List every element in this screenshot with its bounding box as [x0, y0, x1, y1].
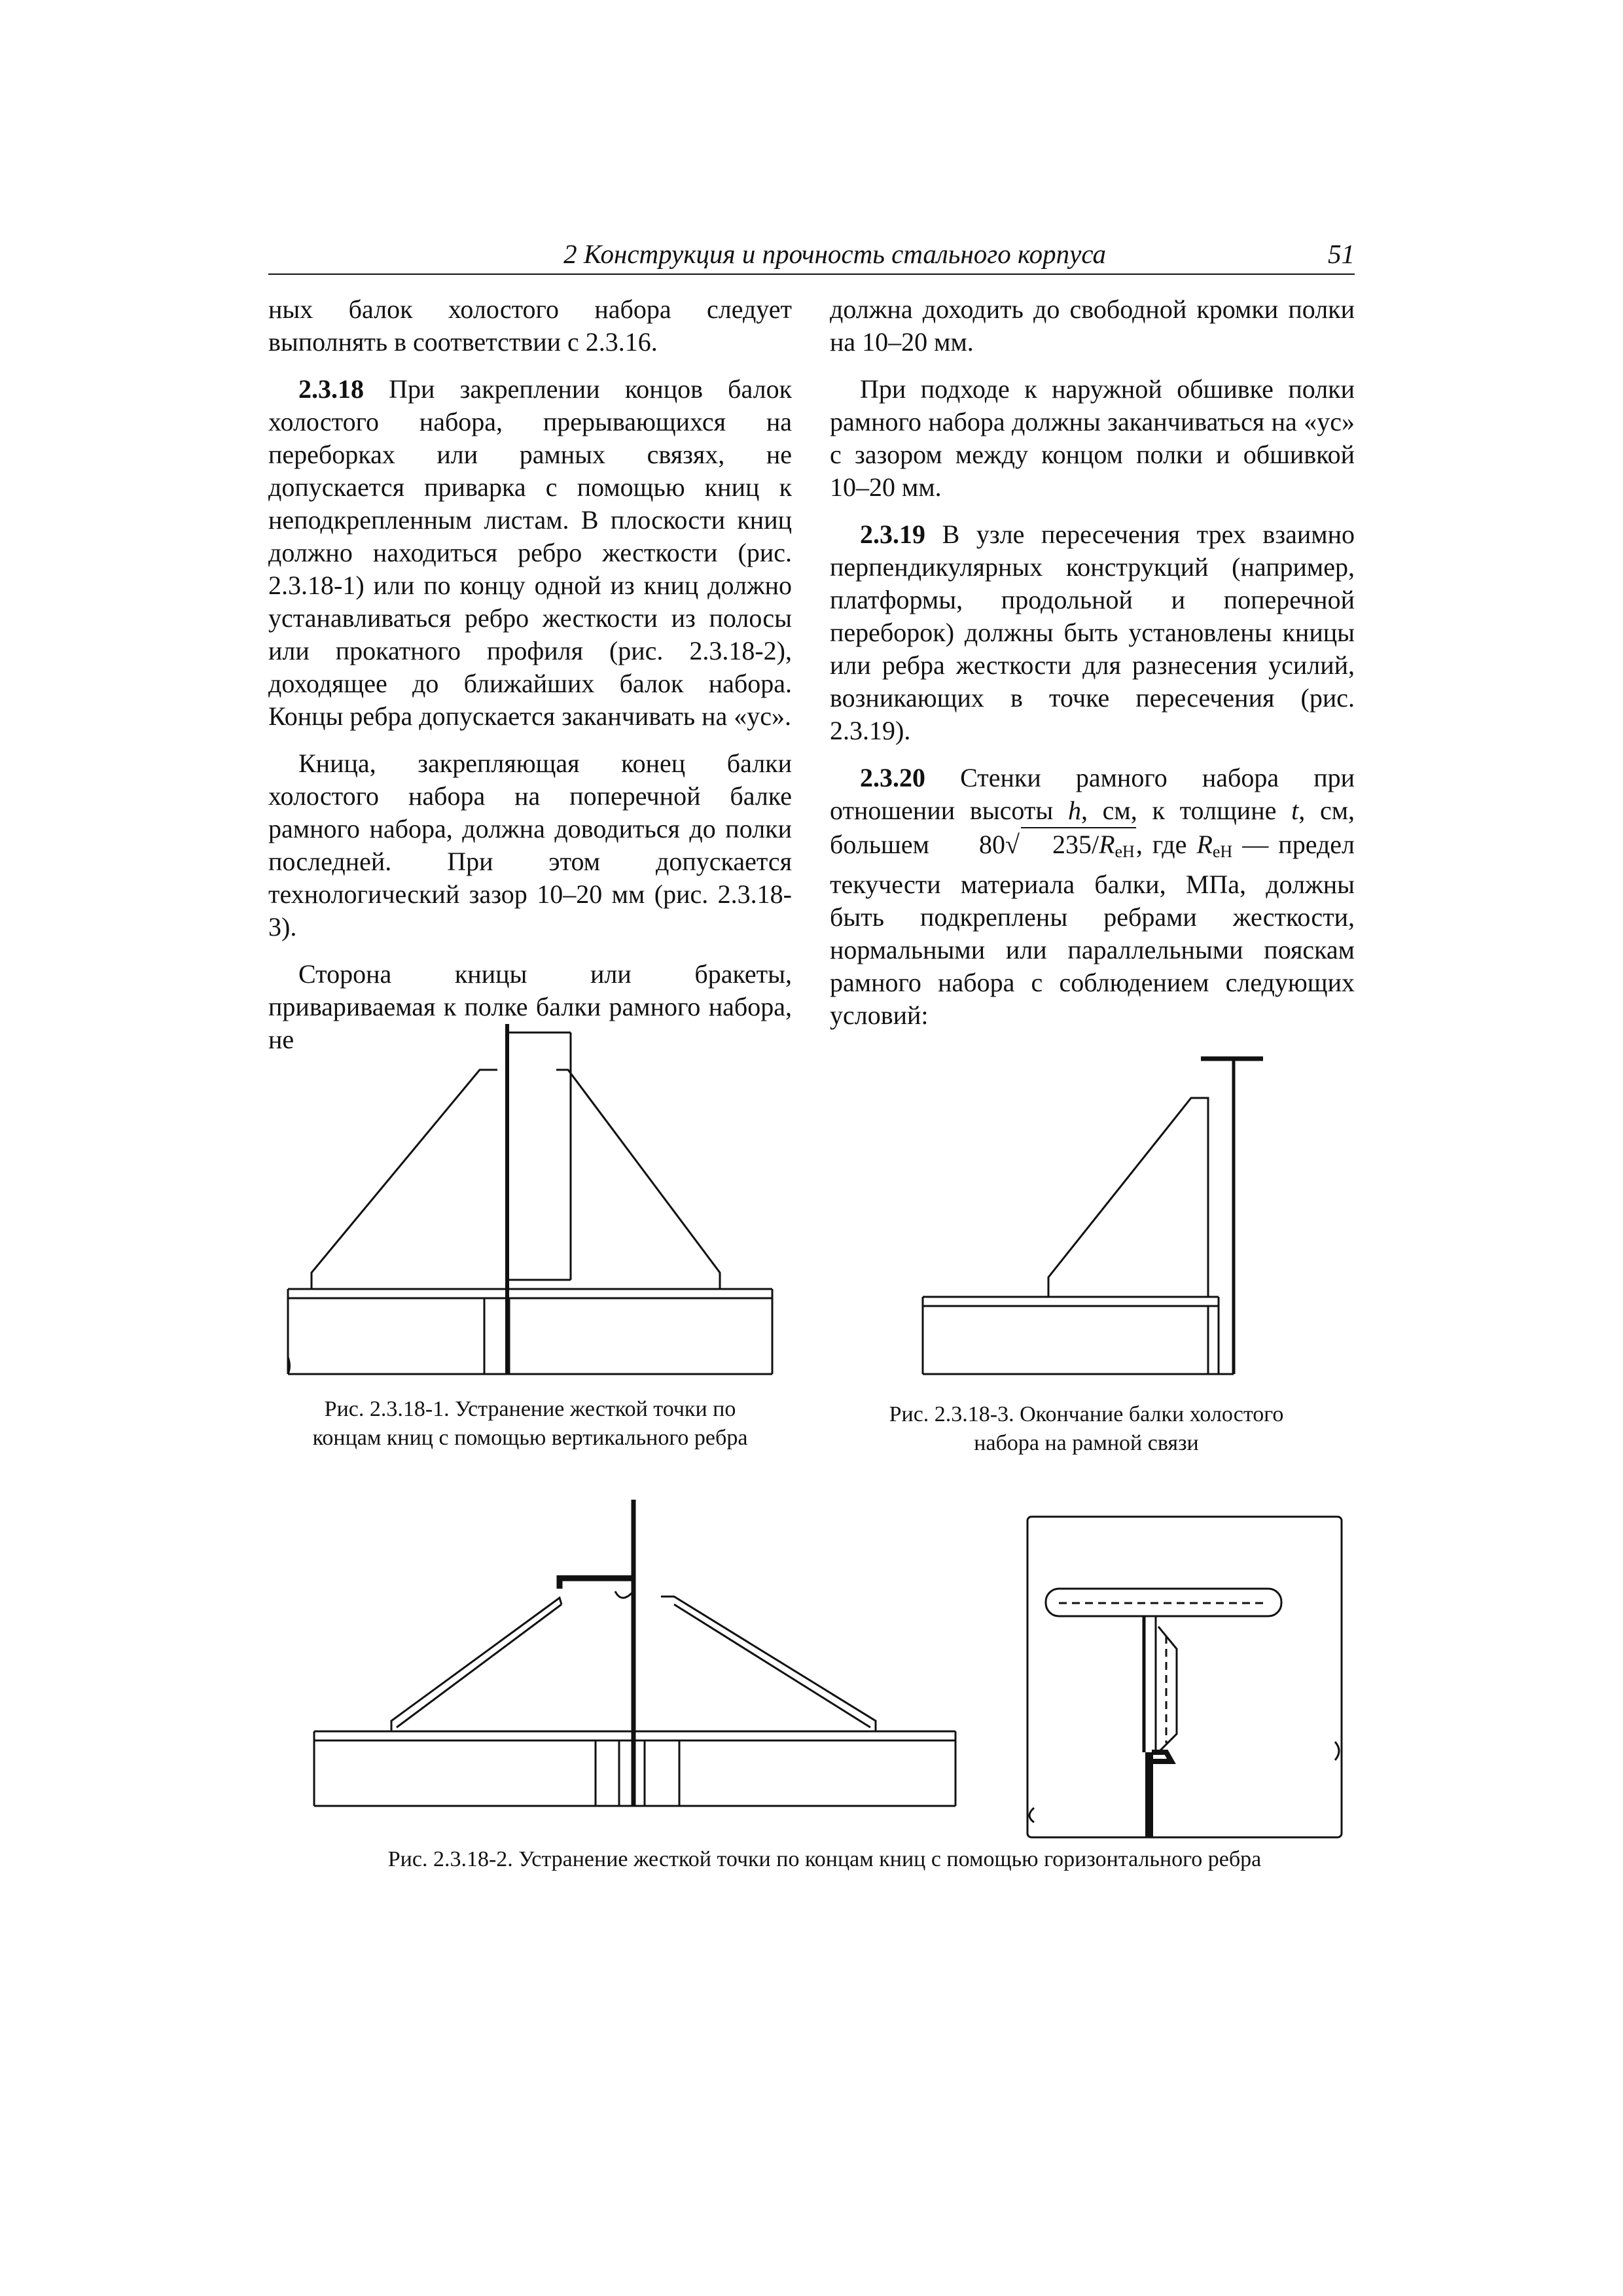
symbol-h: h — [1067, 796, 1081, 825]
clause-text: , см, большем — [830, 796, 1355, 859]
figure-2-3-18-3 — [889, 1047, 1284, 1455]
clause-text: , где — [1135, 830, 1187, 859]
left-column — [268, 293, 792, 1070]
page-number: 51 — [1328, 239, 1355, 269]
clause-text: , см, к толщине — [1080, 796, 1277, 825]
clause-number: 2.3.20 — [860, 763, 925, 792]
right-column — [830, 293, 1355, 1046]
formula-coefficient: 80 — [979, 830, 1005, 859]
figure-2-3-18-1-drawing — [268, 1021, 792, 1400]
paragraph: При подходе к наружной обшивке полки рамного набора должны заканчиваться на «ус» с зазором между концом полки и обшивкой 10–20 мм. — [830, 374, 1355, 502]
paragraph-2-3-18 — [268, 373, 792, 733]
clause-text: — предел текучести материала балки, МПа, должны быть подкреплены ребрами жесткости, нормальными или параллельными пояскам рамного набора с соблюдением следующих условий: — [830, 830, 1355, 1030]
paragraph-2-3-20 — [830, 762, 1355, 1032]
paragraph-2-3-19 — [830, 518, 1355, 747]
formula-radicand — [1021, 827, 1136, 868]
paragraph: должна доходить до свободной кромки полки на 10–20 мм. — [830, 294, 1355, 357]
symbol-r: R — [1099, 830, 1115, 859]
clause-number: 2.3.18 — [298, 374, 364, 404]
figure-2-3-18-2-drawing — [308, 1498, 1355, 1865]
clause-text: В узле пересечения трех взаимно перпендикулярных конструкций (например, платформы, продольной и поперечной переборок) должны быть установлены кницы или ребра жесткости для разнесения усилий, возникающих в точке пересечения (рис. 2.3.19). — [830, 520, 1355, 745]
clause-text: При закреплении концов балок холостого набора, прерывающихся на переборках или рамных связях, не допускается приварка с помощью книц к неподкрепленным листам. В плоскости книц должно находиться ребро жесткости (рис. 2.3.18-1) или по концу одной из книц должно устанавливаться ребро жесткости из полосы или прокатного профиля (рис. 2.3.18-2), доходящее до ближайших балок набора. Концы ребра допускается заканчивать на «ус». — [268, 374, 793, 731]
paragraph: ных балок холостого набора следует выполнять в соответствии с 2.3.16. — [268, 294, 792, 357]
header-title: 2 Конструкция и прочность стального корпуса — [563, 239, 1106, 269]
running-header — [268, 237, 1355, 275]
caption-line: Рис. 2.3.18-1. Устранение жесткой точки по — [324, 1397, 736, 1421]
caption-line: набора на рамной связи — [974, 1431, 1199, 1455]
figure-2-3-18-1 — [268, 1021, 792, 1450]
symbol-r: R — [1196, 830, 1213, 859]
paragraph: Сторона кницы или бракеты, привариваемая к полке балки рамного набора, не — [268, 959, 792, 1054]
figure-2-3-18-2 — [308, 1498, 1355, 1871]
subscript: eH — [1115, 842, 1135, 861]
symbol-t: t — [1291, 796, 1299, 825]
caption-line: Рис. 2.3.18-2. Устранение жесткой точки по концам книц с помощью горизонтального ребра — [387, 1847, 1262, 1871]
sqrt-sign: √ — [1005, 830, 1020, 859]
caption-line: концам книц с помощью вертикального ребра — [312, 1426, 748, 1450]
caption-line: Рис. 2.3.18-3. Окончание балки холостого — [889, 1402, 1284, 1426]
paragraph: Кница, закрепляющая конец балки холостого набора на поперечной балке рамного набора, должна доводиться до полки последней. При этом допускается технологический зазор 10–20 мм (рис. 2.3.18-3). — [268, 749, 792, 942]
radicand-text: 235/ — [1052, 830, 1099, 859]
figure-caption — [864, 1400, 1309, 1458]
clause-text: Стенки рамного набора при отношении высоты — [830, 763, 1355, 825]
subscript: eH — [1212, 842, 1233, 861]
figure-2-3-18-3-drawing — [903, 1047, 1270, 1387]
clause-number: 2.3.19 — [860, 520, 925, 549]
formula — [949, 827, 1136, 868]
figure-caption — [268, 1395, 792, 1453]
figure-caption — [288, 1845, 1361, 1874]
